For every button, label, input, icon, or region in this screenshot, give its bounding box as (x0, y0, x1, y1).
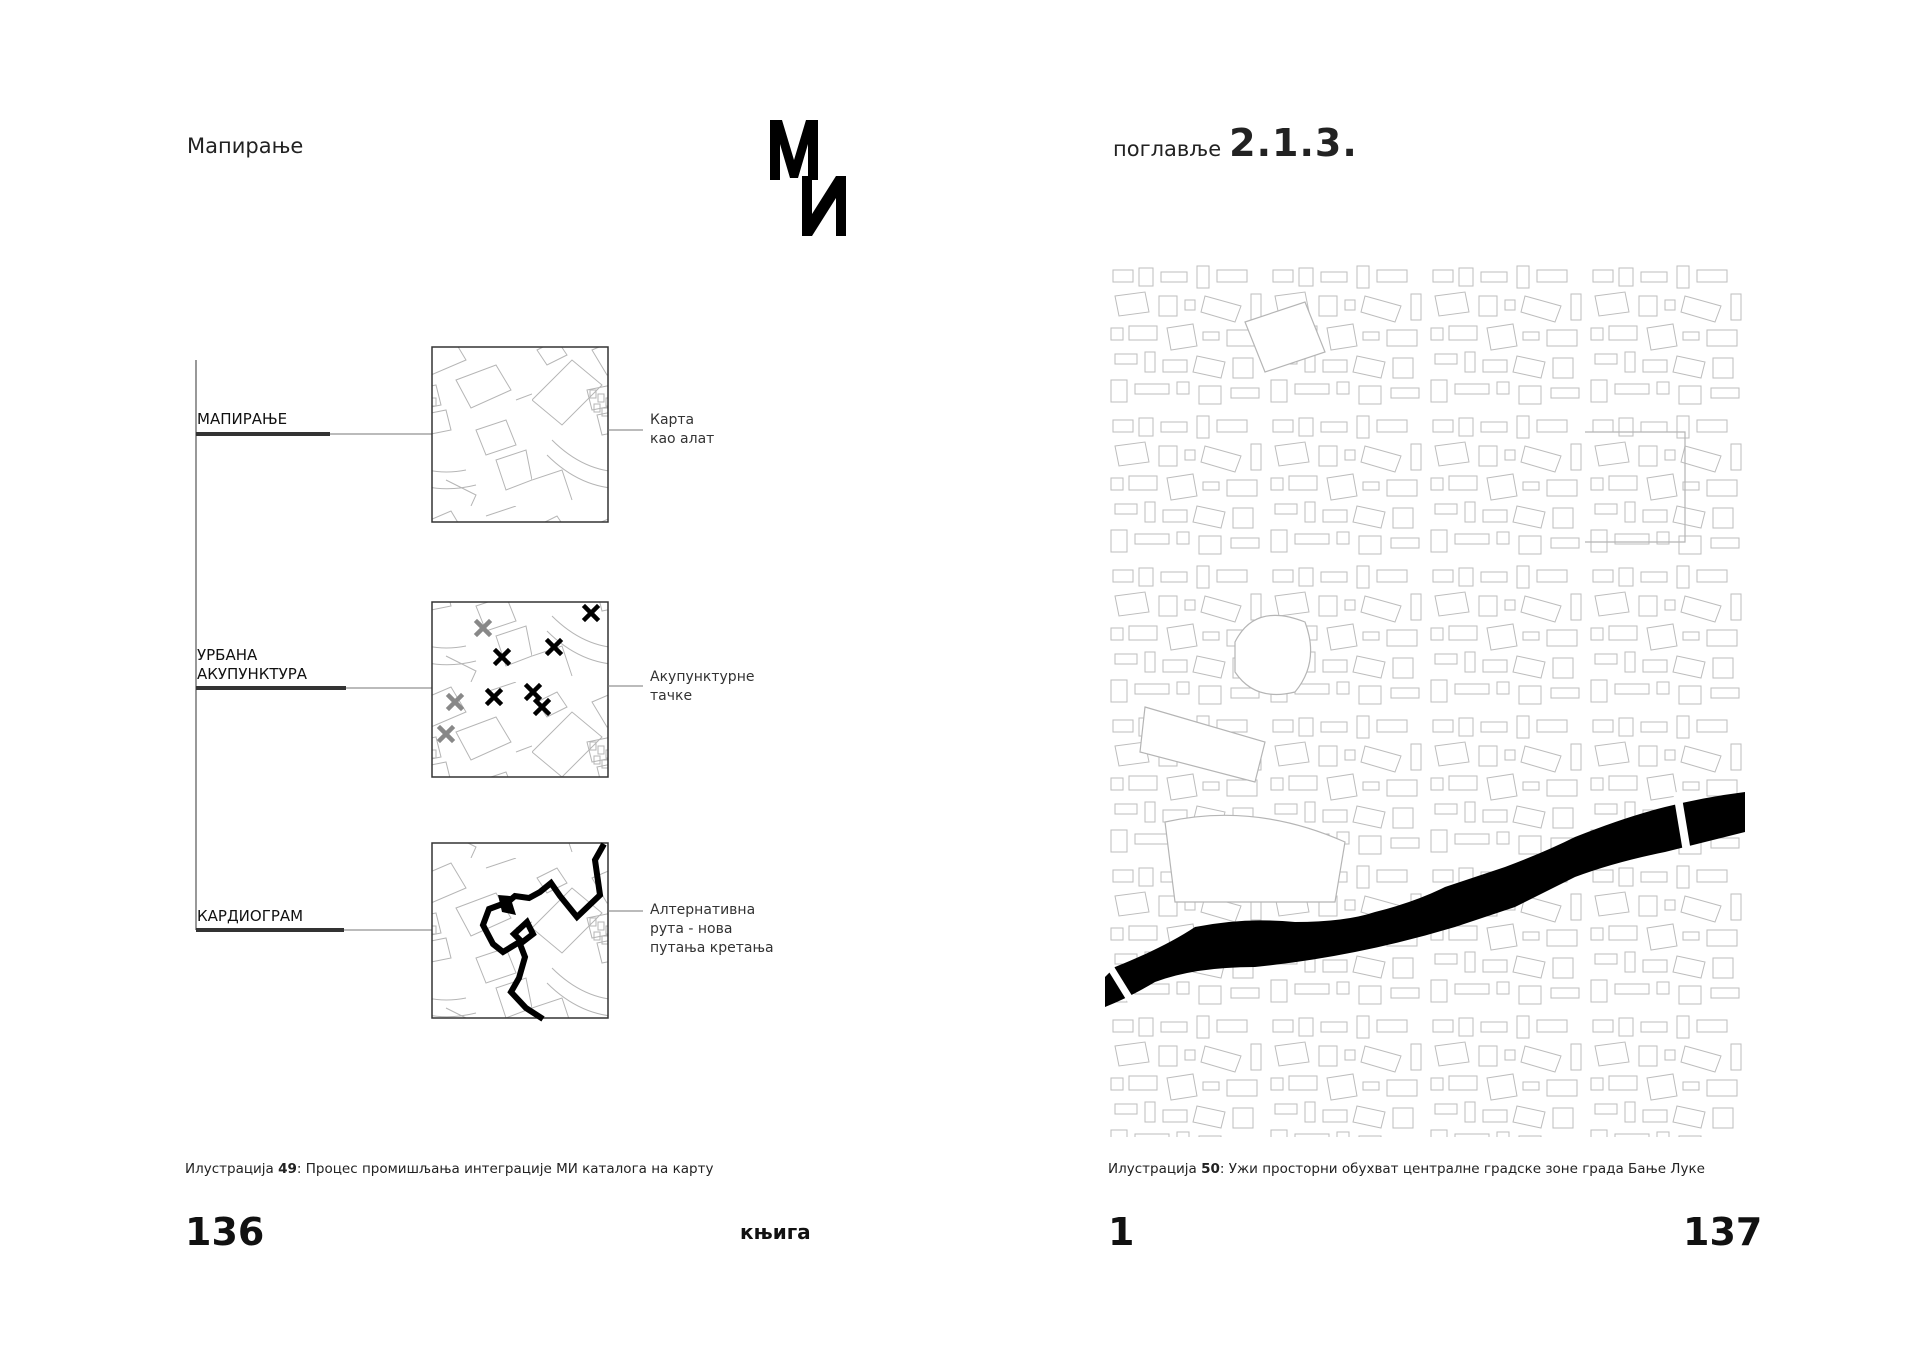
chapter-digit: 1 (1108, 1210, 1135, 1254)
city-map (1105, 262, 1745, 1137)
chapter-label: поглавље (1113, 137, 1222, 161)
note-acupuncture-1: Акупунктурне (650, 669, 755, 685)
mi-logo (770, 120, 860, 236)
note-map-tool-2: као алат (650, 431, 715, 447)
process-diagram (180, 330, 840, 1060)
page-number-right: 137 (1683, 1210, 1763, 1254)
page-number-left: 136 (185, 1210, 265, 1254)
note-acupuncture-2: тачке (650, 688, 693, 704)
caption-illustration-49: Илустрација 49: Процес промишљања интеграције МИ каталога на карту (185, 1161, 714, 1177)
chapter-number: 2.1.3. (1229, 121, 1358, 165)
book-label: књига (740, 1220, 811, 1244)
step-label-urban-1: УРБАНА (197, 646, 258, 664)
note-route-1: Алтернативна (650, 902, 756, 918)
chapter-header (1113, 121, 1358, 165)
map-thumbnail-acupuncture (432, 602, 608, 777)
step-label-mapping: МАПИРАЊЕ (197, 410, 288, 428)
caption-illustration-50: Илустрација 50: Ужи просторни обухват централне градске зоне града Бање Луке (1108, 1161, 1705, 1177)
note-route-3: путања кретања (650, 940, 774, 956)
note-route-2: рута - нова (650, 921, 733, 937)
step-label-cardiogram: КАРДИОГРАМ (197, 907, 304, 925)
note-map-tool-1: Карта (650, 412, 695, 428)
step-label-urban-2: АКУПУНКТУРА (197, 665, 308, 683)
section-title: Мапирање (187, 134, 304, 158)
map-thumbnail-mapping (432, 347, 608, 522)
